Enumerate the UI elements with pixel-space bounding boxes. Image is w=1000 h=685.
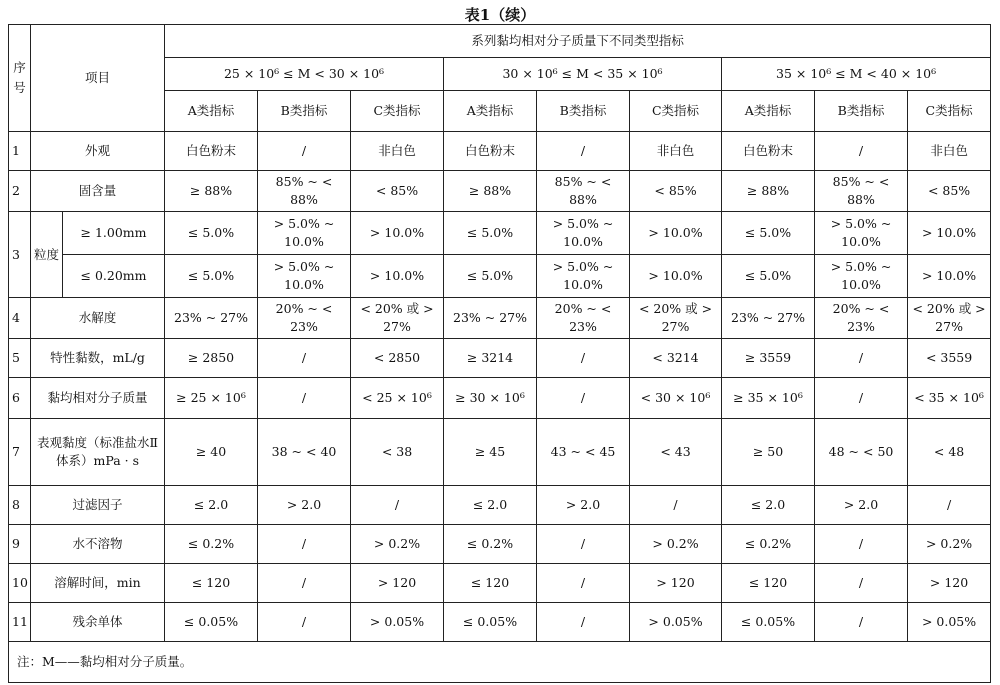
- value-cell: /: [815, 132, 908, 171]
- row-number: 10: [9, 564, 31, 603]
- value-cell: > 10.0%: [351, 212, 444, 255]
- row-number: 4: [9, 298, 31, 339]
- type-header: A类指标: [722, 91, 815, 132]
- value-cell: ≥ 45: [444, 419, 537, 486]
- value-cell: ≤ 0.05%: [444, 603, 537, 642]
- row-item: 残余单体: [31, 603, 165, 642]
- value-cell: /: [815, 564, 908, 603]
- value-cell: > 0.2%: [908, 525, 991, 564]
- value-cell: < 85%: [351, 171, 444, 212]
- value-cell: ≤ 0.2%: [444, 525, 537, 564]
- value-cell: ≤ 5.0%: [722, 212, 815, 255]
- value-cell: ≤ 0.05%: [165, 603, 258, 642]
- row-number: 5: [9, 339, 31, 378]
- table-row: [9, 132, 991, 171]
- value-cell: > 5.0% ~ 10.0%: [537, 212, 630, 255]
- value-cell: ≤ 120: [444, 564, 537, 603]
- seq-header: 序号: [9, 25, 31, 132]
- type-header: C类指标: [630, 91, 722, 132]
- row-item: 表观黏度（标准盐水Ⅱ体系）mPa · s: [31, 419, 165, 486]
- table-row: [9, 486, 991, 525]
- value-cell: /: [537, 603, 630, 642]
- value-cell: ≤ 5.0%: [165, 212, 258, 255]
- row-item: 外观: [31, 132, 165, 171]
- value-cell: > 5.0% ~ 10.0%: [258, 255, 351, 298]
- value-cell: /: [908, 486, 991, 525]
- value-cell: > 10.0%: [630, 212, 722, 255]
- row-number: 7: [9, 419, 31, 486]
- value-cell: 白色粉末: [165, 132, 258, 171]
- value-cell: < 2850: [351, 339, 444, 378]
- value-cell: > 10.0%: [351, 255, 444, 298]
- value-cell: > 0.05%: [630, 603, 722, 642]
- table-row: [9, 564, 991, 603]
- type-header: C类指标: [351, 91, 444, 132]
- value-cell: < 43: [630, 419, 722, 486]
- type-header: A类指标: [444, 91, 537, 132]
- value-cell: < 35 × 10⁶: [908, 378, 991, 419]
- type-header: B类指标: [815, 91, 908, 132]
- value-cell: < 25 × 10⁶: [351, 378, 444, 419]
- value-cell: 白色粉末: [722, 132, 815, 171]
- value-cell: ≥ 88%: [722, 171, 815, 212]
- value-cell: 20% ~ < 23%: [258, 298, 351, 339]
- type-header: B类指标: [537, 91, 630, 132]
- row-subitem: ≥ 1.00mm: [63, 212, 165, 255]
- row-item: 溶解时间，min: [31, 564, 165, 603]
- value-cell: /: [258, 339, 351, 378]
- value-cell: /: [351, 486, 444, 525]
- value-cell: 白色粉末: [444, 132, 537, 171]
- row-item: 水不溶物: [31, 525, 165, 564]
- value-cell: 23% ~ 27%: [165, 298, 258, 339]
- table-row: [9, 212, 991, 255]
- value-cell: < 85%: [908, 171, 991, 212]
- value-cell: < 3559: [908, 339, 991, 378]
- row-number: 3: [9, 212, 31, 298]
- value-cell: > 0.2%: [351, 525, 444, 564]
- note-row: [9, 642, 991, 683]
- value-cell: /: [815, 603, 908, 642]
- value-cell: 23% ~ 27%: [444, 298, 537, 339]
- value-cell: 85% ~ < 88%: [258, 171, 351, 212]
- value-cell: 20% ~ < 23%: [537, 298, 630, 339]
- value-cell: 48 ~ < 50: [815, 419, 908, 486]
- value-cell: > 2.0: [537, 486, 630, 525]
- table-title: 表1（续）: [464, 6, 536, 24]
- range-header-3: 35 × 10⁶ ≤ M < 40 × 10⁶: [722, 58, 991, 91]
- type-header: A类指标: [165, 91, 258, 132]
- type-header: C类指标: [908, 91, 991, 132]
- value-cell: /: [537, 564, 630, 603]
- row-item: 过滤因子: [31, 486, 165, 525]
- table-row: [9, 603, 991, 642]
- value-cell: 43 ~ < 45: [537, 419, 630, 486]
- row-item: 黏均相对分子质量: [31, 378, 165, 419]
- value-cell: /: [815, 339, 908, 378]
- value-cell: < 85%: [630, 171, 722, 212]
- value-cell: < 38: [351, 419, 444, 486]
- value-cell: > 10.0%: [630, 255, 722, 298]
- value-cell: < 3214: [630, 339, 722, 378]
- value-cell: 38 ~ < 40: [258, 419, 351, 486]
- value-cell: ≤ 0.2%: [165, 525, 258, 564]
- value-cell: /: [537, 339, 630, 378]
- spec-table: [8, 24, 991, 683]
- value-cell: < 48: [908, 419, 991, 486]
- value-cell: /: [815, 378, 908, 419]
- table-note: 注：M——黏均相对分子质量。: [9, 642, 991, 683]
- value-cell: 23% ~ 27%: [722, 298, 815, 339]
- value-cell: > 0.05%: [908, 603, 991, 642]
- value-cell: ≤ 2.0: [444, 486, 537, 525]
- row-number: 9: [9, 525, 31, 564]
- value-cell: ≤ 5.0%: [444, 255, 537, 298]
- value-cell: /: [815, 525, 908, 564]
- value-cell: ≥ 50: [722, 419, 815, 486]
- value-cell: ≥ 30 × 10⁶: [444, 378, 537, 419]
- table-row: [9, 378, 991, 419]
- value-cell: ≥ 88%: [165, 171, 258, 212]
- table-row: [9, 171, 991, 212]
- row-item: 固含量: [31, 171, 165, 212]
- value-cell: > 5.0% ~ 10.0%: [815, 255, 908, 298]
- value-cell: > 2.0: [815, 486, 908, 525]
- row-number: 1: [9, 132, 31, 171]
- value-cell: > 10.0%: [908, 255, 991, 298]
- value-cell: ≤ 0.2%: [722, 525, 815, 564]
- value-cell: ≤ 2.0: [165, 486, 258, 525]
- value-cell: ≤ 5.0%: [444, 212, 537, 255]
- value-cell: ≥ 25 × 10⁶: [165, 378, 258, 419]
- value-cell: < 20% 或 > 27%: [908, 298, 991, 339]
- value-cell: > 2.0: [258, 486, 351, 525]
- type-header: B类指标: [258, 91, 351, 132]
- value-cell: < 20% 或 > 27%: [630, 298, 722, 339]
- value-cell: > 10.0%: [908, 212, 991, 255]
- value-cell: ≤ 120: [165, 564, 258, 603]
- table-row: [9, 255, 991, 298]
- row-subitem: ≤ 0.20mm: [63, 255, 165, 298]
- value-cell: /: [630, 486, 722, 525]
- group-header: 系列黏均相对分子质量下不同类型指标: [165, 25, 991, 58]
- header-row-group: [9, 25, 991, 58]
- value-cell: < 30 × 10⁶: [630, 378, 722, 419]
- value-cell: /: [258, 564, 351, 603]
- value-cell: /: [258, 525, 351, 564]
- value-cell: > 0.05%: [351, 603, 444, 642]
- value-cell: /: [258, 603, 351, 642]
- value-cell: > 5.0% ~ 10.0%: [815, 212, 908, 255]
- row-number: 6: [9, 378, 31, 419]
- value-cell: /: [258, 378, 351, 419]
- value-cell: < 20% 或 > 27%: [351, 298, 444, 339]
- value-cell: 20% ~ < 23%: [815, 298, 908, 339]
- row-item: 粒度: [31, 212, 63, 298]
- value-cell: ≥ 3559: [722, 339, 815, 378]
- value-cell: ≤ 5.0%: [165, 255, 258, 298]
- table-row: [9, 419, 991, 486]
- value-cell: ≥ 2850: [165, 339, 258, 378]
- row-item: 特性黏数，mL/g: [31, 339, 165, 378]
- item-header: 项目: [31, 25, 165, 132]
- value-cell: ≤ 2.0: [722, 486, 815, 525]
- row-item: 水解度: [31, 298, 165, 339]
- value-cell: ≤ 120: [722, 564, 815, 603]
- value-cell: ≥ 88%: [444, 171, 537, 212]
- table-row: [9, 339, 991, 378]
- value-cell: /: [537, 132, 630, 171]
- value-cell: /: [537, 378, 630, 419]
- value-cell: 非白色: [630, 132, 722, 171]
- value-cell: > 5.0% ~ 10.0%: [537, 255, 630, 298]
- row-number: 8: [9, 486, 31, 525]
- range-header-1: 25 × 10⁶ ≤ M < 30 × 10⁶: [165, 58, 444, 91]
- value-cell: > 120: [351, 564, 444, 603]
- value-cell: ≤ 5.0%: [722, 255, 815, 298]
- row-number: 2: [9, 171, 31, 212]
- value-cell: > 120: [908, 564, 991, 603]
- value-cell: ≥ 40: [165, 419, 258, 486]
- value-cell: > 5.0% ~ 10.0%: [258, 212, 351, 255]
- value-cell: ≥ 3214: [444, 339, 537, 378]
- value-cell: 85% ~ < 88%: [815, 171, 908, 212]
- value-cell: ≥ 35 × 10⁶: [722, 378, 815, 419]
- value-cell: /: [258, 132, 351, 171]
- value-cell: > 0.2%: [630, 525, 722, 564]
- row-number: 11: [9, 603, 31, 642]
- table-row: [9, 525, 991, 564]
- value-cell: 85% ~ < 88%: [537, 171, 630, 212]
- value-cell: 非白色: [908, 132, 991, 171]
- value-cell: > 120: [630, 564, 722, 603]
- range-header-2: 30 × 10⁶ ≤ M < 35 × 10⁶: [444, 58, 722, 91]
- table-row: [9, 298, 991, 339]
- value-cell: ≤ 0.05%: [722, 603, 815, 642]
- value-cell: /: [537, 525, 630, 564]
- value-cell: 非白色: [351, 132, 444, 171]
